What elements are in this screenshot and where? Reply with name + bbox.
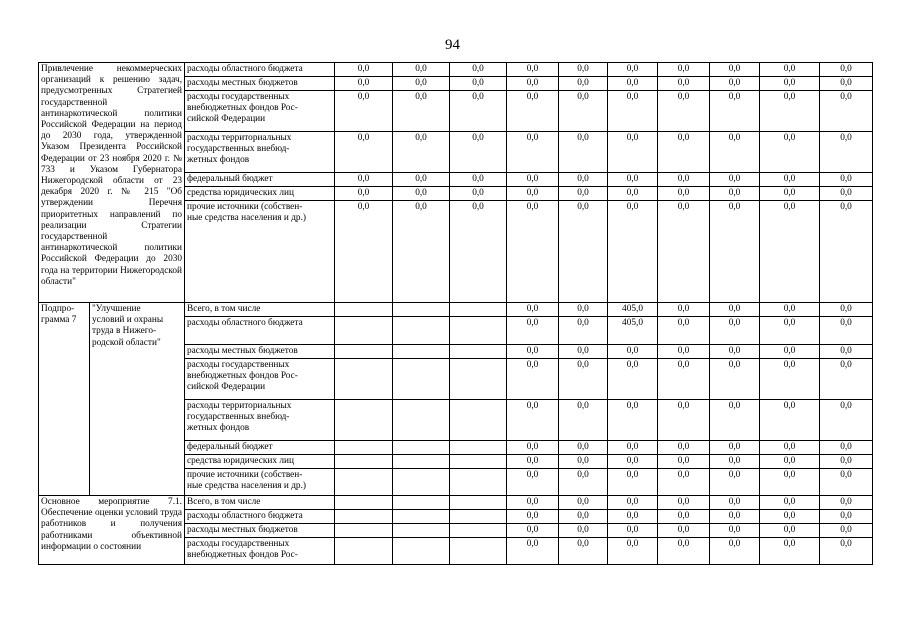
funding-source: средства юридических лиц — [185, 455, 335, 469]
subprogram-title: "Улучшение условий и охраны труда в Нижего- родской области" — [90, 303, 185, 496]
amount-cell — [450, 510, 507, 524]
amount-cell: 0,0 — [450, 77, 507, 91]
amount-cell: 405,0 — [608, 303, 658, 317]
amount-cell: 0,0 — [450, 132, 507, 173]
amount-cell: 0,0 — [820, 510, 873, 524]
amount-cell: 0,0 — [710, 345, 760, 359]
amount-cell — [393, 510, 450, 524]
amount-cell: 0,0 — [507, 359, 559, 400]
amount-cell: 0,0 — [335, 63, 393, 77]
amount-cell: 0,0 — [335, 91, 393, 132]
amount-cell: 0,0 — [608, 441, 658, 455]
amount-cell: 0,0 — [820, 132, 873, 173]
amount-cell: 0,0 — [760, 201, 820, 303]
amount-cell: 0,0 — [820, 63, 873, 77]
table-row — [39, 303, 873, 317]
amount-cell — [393, 400, 450, 441]
amount-cell: 0,0 — [710, 524, 760, 538]
amount-cell: 0,0 — [608, 63, 658, 77]
amount-cell — [450, 524, 507, 538]
amount-cell: 0,0 — [608, 345, 658, 359]
amount-cell: 0,0 — [710, 63, 760, 77]
funding-source: расходы местных бюджетов — [185, 77, 335, 91]
amount-cell: 0,0 — [760, 524, 820, 538]
amount-cell: 0,0 — [710, 77, 760, 91]
amount-cell: 0,0 — [760, 538, 820, 565]
amount-cell — [335, 510, 393, 524]
funding-source: прочие источники (собствен- ные средства населения и др.) — [185, 469, 335, 496]
amount-cell: 0,0 — [760, 132, 820, 173]
amount-cell — [335, 441, 393, 455]
amount-cell: 0,0 — [608, 400, 658, 441]
amount-cell: 0,0 — [658, 173, 710, 187]
funding-source: расходы областного бюджета — [185, 317, 335, 345]
amount-cell: 0,0 — [335, 187, 393, 201]
amount-cell: 0,0 — [608, 359, 658, 400]
funding-source: прочие источники (собствен- ные средства населения и др.) — [185, 201, 335, 303]
amount-cell: 0,0 — [760, 63, 820, 77]
amount-cell: 0,0 — [658, 63, 710, 77]
amount-cell: 0,0 — [760, 91, 820, 132]
amount-cell: 0,0 — [710, 359, 760, 400]
amount-cell: 0,0 — [658, 510, 710, 524]
amount-cell: 0,0 — [658, 441, 710, 455]
amount-cell: 0,0 — [450, 173, 507, 187]
amount-cell — [335, 496, 393, 510]
amount-cell: 0,0 — [507, 400, 559, 441]
amount-cell: 0,0 — [658, 496, 710, 510]
amount-cell: 0,0 — [820, 345, 873, 359]
amount-cell: 0,0 — [658, 469, 710, 496]
amount-cell: 0,0 — [760, 510, 820, 524]
amount-cell: 0,0 — [507, 173, 559, 187]
funding-source: расходы государственных внебюджетных фондов Рос- — [185, 538, 335, 565]
amount-cell — [335, 317, 393, 345]
amount-cell: 0,0 — [507, 441, 559, 455]
amount-cell: 405,0 — [608, 317, 658, 345]
amount-cell: 0,0 — [658, 359, 710, 400]
funding-source: Всего, в том числе — [185, 496, 335, 510]
amount-cell: 0,0 — [393, 91, 450, 132]
amount-cell: 0,0 — [820, 469, 873, 496]
amount-cell: 0,0 — [450, 91, 507, 132]
amount-cell: 0,0 — [507, 63, 559, 77]
amount-cell — [335, 303, 393, 317]
amount-cell: 0,0 — [559, 317, 608, 345]
amount-cell — [450, 538, 507, 565]
funding-source: Всего, в том числе — [185, 303, 335, 317]
amount-cell: 0,0 — [710, 132, 760, 173]
amount-cell — [393, 496, 450, 510]
funding-source: федеральный бюджет — [185, 441, 335, 455]
amount-cell: 0,0 — [559, 303, 608, 317]
funding-source: федеральный бюджет — [185, 173, 335, 187]
table-row — [39, 63, 873, 77]
amount-cell: 0,0 — [820, 187, 873, 201]
amount-cell: 0,0 — [820, 441, 873, 455]
amount-cell: 0,0 — [450, 201, 507, 303]
amount-cell: 0,0 — [608, 538, 658, 565]
amount-cell: 0,0 — [760, 303, 820, 317]
page-number: 94 — [445, 37, 460, 53]
amount-cell: 0,0 — [658, 201, 710, 303]
amount-cell: 0,0 — [608, 91, 658, 132]
amount-cell: 0,0 — [507, 469, 559, 496]
funding-source: расходы территориальных государственных внебюд- жетных фондов — [185, 400, 335, 441]
amount-cell: 0,0 — [559, 510, 608, 524]
amount-cell: 0,0 — [559, 132, 608, 173]
amount-cell: 0,0 — [608, 77, 658, 91]
amount-cell — [393, 359, 450, 400]
amount-cell: 0,0 — [710, 201, 760, 303]
amount-cell — [450, 400, 507, 441]
amount-cell: 0,0 — [760, 359, 820, 400]
amount-cell: 0,0 — [710, 91, 760, 132]
amount-cell: 0,0 — [559, 455, 608, 469]
amount-cell: 0,0 — [820, 455, 873, 469]
amount-cell: 0,0 — [608, 510, 658, 524]
amount-cell: 0,0 — [760, 455, 820, 469]
amount-cell — [450, 303, 507, 317]
amount-cell: 0,0 — [608, 455, 658, 469]
amount-cell: 0,0 — [450, 63, 507, 77]
amount-cell: 0,0 — [507, 187, 559, 201]
amount-cell — [393, 441, 450, 455]
amount-cell: 0,0 — [335, 173, 393, 187]
amount-cell: 0,0 — [559, 469, 608, 496]
amount-cell: 0,0 — [559, 359, 608, 400]
amount-cell: 0,0 — [393, 173, 450, 187]
amount-cell: 0,0 — [507, 524, 559, 538]
amount-cell: 0,0 — [760, 345, 820, 359]
amount-cell — [393, 469, 450, 496]
amount-cell — [335, 538, 393, 565]
amount-cell: 0,0 — [559, 173, 608, 187]
amount-cell — [335, 400, 393, 441]
amount-cell: 0,0 — [710, 441, 760, 455]
amount-cell: 0,0 — [335, 201, 393, 303]
amount-cell: 0,0 — [760, 187, 820, 201]
amount-cell — [335, 469, 393, 496]
amount-cell: 0,0 — [658, 77, 710, 91]
amount-cell: 0,0 — [710, 187, 760, 201]
amount-cell: 0,0 — [710, 303, 760, 317]
funding-source: расходы государственных внебюджетных фондов Рос- сийской Федерации — [185, 91, 335, 132]
funding-table — [38, 62, 873, 565]
amount-cell: 0,0 — [710, 496, 760, 510]
amount-cell: 0,0 — [507, 132, 559, 173]
amount-cell: 0,0 — [820, 400, 873, 441]
amount-cell: 0,0 — [820, 173, 873, 187]
amount-cell — [450, 345, 507, 359]
amount-cell: 0,0 — [608, 469, 658, 496]
amount-cell: 0,0 — [760, 400, 820, 441]
amount-cell: 0,0 — [658, 455, 710, 469]
amount-cell — [393, 303, 450, 317]
amount-cell: 0,0 — [507, 345, 559, 359]
amount-cell: 0,0 — [335, 77, 393, 91]
amount-cell — [335, 359, 393, 400]
amount-cell: 0,0 — [507, 77, 559, 91]
measure-description: Привлечение некоммерческих организаций к решению задач, предусмотренных Стратегией государственной антинаркотической политики Российской Федерации на период до 2030 года, утвержденной Указом Президента Российской Федерации от 23 ноября 2020 г. № 733 и Указом Губернатора Нижегородской области от 23 декабря 2020 г. № 215 "Об утверждении Перечня приоритетных направлений по реализации Стратегии государственной антинаркотической политики Российской Федерации до 2030 года на территории Нижегородской области" — [39, 63, 185, 303]
amount-cell: 0,0 — [393, 187, 450, 201]
amount-cell: 0,0 — [760, 469, 820, 496]
funding-source: расходы местных бюджетов — [185, 524, 335, 538]
amount-cell: 0,0 — [820, 317, 873, 345]
amount-cell — [450, 441, 507, 455]
amount-cell: 0,0 — [507, 303, 559, 317]
amount-cell: 0,0 — [393, 132, 450, 173]
amount-cell: 0,0 — [658, 132, 710, 173]
amount-cell: 0,0 — [710, 510, 760, 524]
amount-cell: 0,0 — [507, 317, 559, 345]
amount-cell — [450, 455, 507, 469]
amount-cell — [393, 455, 450, 469]
amount-cell: 0,0 — [710, 173, 760, 187]
amount-cell: 0,0 — [710, 538, 760, 565]
funding-source: расходы областного бюджета — [185, 510, 335, 524]
amount-cell: 0,0 — [658, 187, 710, 201]
amount-cell: 0,0 — [820, 91, 873, 132]
amount-cell: 0,0 — [608, 132, 658, 173]
amount-cell: 0,0 — [559, 91, 608, 132]
amount-cell: 0,0 — [608, 187, 658, 201]
amount-cell: 0,0 — [710, 469, 760, 496]
amount-cell: 0,0 — [820, 496, 873, 510]
amount-cell: 0,0 — [559, 187, 608, 201]
amount-cell — [335, 345, 393, 359]
amount-cell: 0,0 — [658, 91, 710, 132]
amount-cell: 0,0 — [450, 187, 507, 201]
table-row — [39, 496, 873, 510]
amount-cell — [450, 469, 507, 496]
amount-cell: 0,0 — [335, 132, 393, 173]
amount-cell: 0,0 — [820, 77, 873, 91]
amount-cell: 0,0 — [710, 400, 760, 441]
amount-cell — [450, 317, 507, 345]
amount-cell: 0,0 — [507, 455, 559, 469]
amount-cell: 0,0 — [559, 201, 608, 303]
amount-cell: 0,0 — [559, 345, 608, 359]
measure-description: Основное мероприятие 7.1. Обеспечение оценки условий труда работников и получения работниками объективной информации о состоянии — [39, 496, 185, 565]
table-body — [39, 63, 873, 565]
amount-cell: 0,0 — [820, 201, 873, 303]
amount-cell: 0,0 — [760, 496, 820, 510]
amount-cell: 0,0 — [559, 400, 608, 441]
amount-cell: 0,0 — [507, 510, 559, 524]
subprogram-label: Подпро- грамма 7 — [39, 303, 90, 496]
amount-cell — [393, 524, 450, 538]
amount-cell — [393, 538, 450, 565]
amount-cell: 0,0 — [393, 63, 450, 77]
funding-source: расходы территориальных государственных внебюд- жетных фондов — [185, 132, 335, 173]
amount-cell: 0,0 — [608, 524, 658, 538]
amount-cell: 0,0 — [820, 524, 873, 538]
amount-cell — [450, 359, 507, 400]
amount-cell: 0,0 — [760, 173, 820, 187]
amount-cell: 0,0 — [393, 77, 450, 91]
amount-cell: 0,0 — [559, 496, 608, 510]
amount-cell: 0,0 — [559, 63, 608, 77]
amount-cell: 0,0 — [820, 303, 873, 317]
amount-cell — [335, 455, 393, 469]
amount-cell: 0,0 — [760, 317, 820, 345]
funding-source: расходы местных бюджетов — [185, 345, 335, 359]
amount-cell: 0,0 — [658, 345, 710, 359]
amount-cell: 0,0 — [559, 441, 608, 455]
amount-cell: 0,0 — [393, 201, 450, 303]
amount-cell: 0,0 — [760, 441, 820, 455]
amount-cell: 0,0 — [559, 77, 608, 91]
amount-cell: 0,0 — [658, 400, 710, 441]
amount-cell: 0,0 — [658, 317, 710, 345]
amount-cell: 0,0 — [559, 538, 608, 565]
amount-cell: 0,0 — [507, 538, 559, 565]
amount-cell: 0,0 — [559, 524, 608, 538]
funding-source: расходы областного бюджета — [185, 63, 335, 77]
amount-cell: 0,0 — [658, 303, 710, 317]
amount-cell: 0,0 — [658, 538, 710, 565]
amount-cell: 0,0 — [820, 359, 873, 400]
amount-cell: 0,0 — [507, 201, 559, 303]
amount-cell: 0,0 — [710, 317, 760, 345]
amount-cell: 0,0 — [507, 496, 559, 510]
amount-cell: 0,0 — [608, 496, 658, 510]
amount-cell — [450, 496, 507, 510]
amount-cell: 0,0 — [658, 524, 710, 538]
amount-cell — [393, 345, 450, 359]
amount-cell: 0,0 — [507, 91, 559, 132]
amount-cell: 0,0 — [820, 538, 873, 565]
amount-cell — [335, 524, 393, 538]
amount-cell: 0,0 — [760, 77, 820, 91]
amount-cell: 0,0 — [608, 173, 658, 187]
funding-source: средства юридических лиц — [185, 187, 335, 201]
amount-cell: 0,0 — [710, 455, 760, 469]
amount-cell: 0,0 — [608, 201, 658, 303]
funding-source: расходы государственных внебюджетных фондов Рос- сийской Федерации — [185, 359, 335, 400]
amount-cell — [393, 317, 450, 345]
